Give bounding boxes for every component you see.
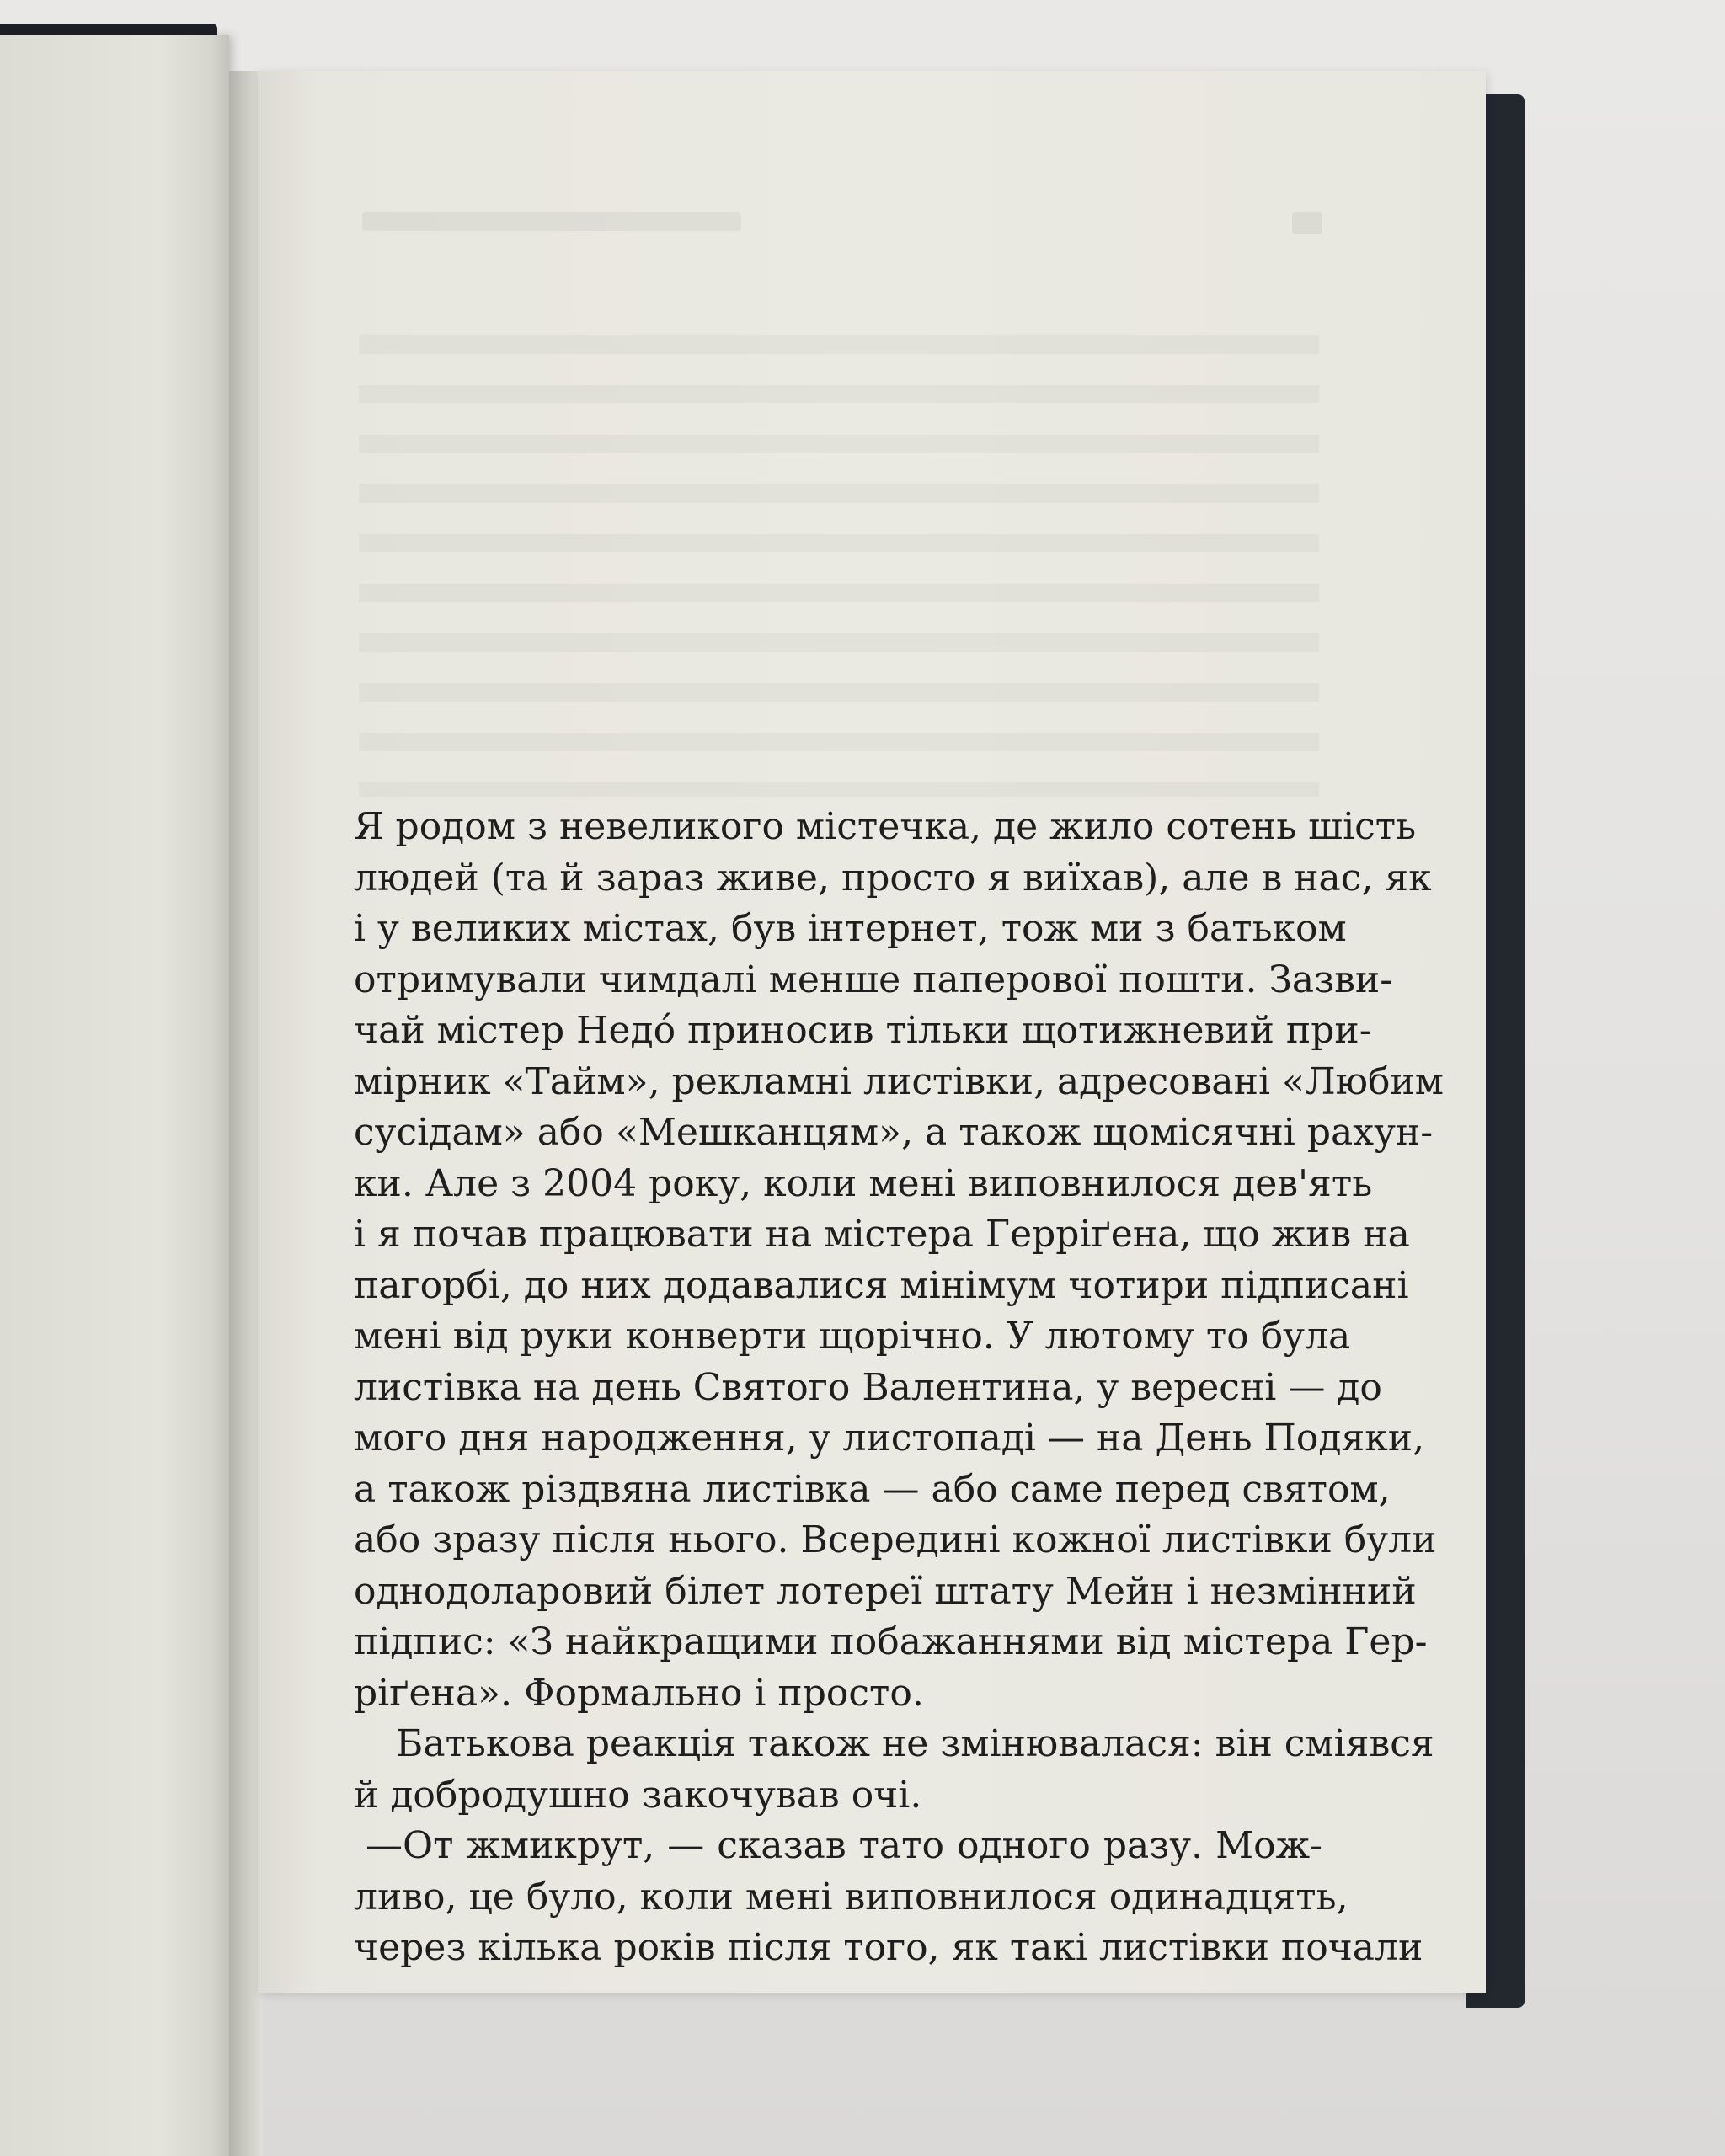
paragraph-2 bbox=[354, 1719, 1434, 1821]
text-line: —От жмикрут, — сказав тато одного разу. Мож- bbox=[366, 1824, 1322, 1867]
text-line: пагорбі, до них додавалися мінімум чотири підписані bbox=[354, 1263, 1409, 1307]
show-through-running-header bbox=[362, 212, 741, 231]
text-line: ки. Але з 2004 року, коли мені виповнилося дев'ять bbox=[354, 1161, 1373, 1205]
text-line: мені від руки конверти щорічно. У лютому то була bbox=[354, 1315, 1351, 1358]
text-line: чай містер Недó приносив тільки щотижневий при- bbox=[354, 1009, 1372, 1052]
text-line: а також різдвяна листівка — або саме перед святом, bbox=[354, 1467, 1391, 1511]
text-line: через кілька років після того, як такі листівки почали bbox=[354, 1926, 1423, 1969]
text-line: ріґена». Формально і просто. bbox=[354, 1671, 924, 1715]
page-body-text bbox=[354, 802, 1444, 1974]
text-line: мого дня народження, у листопаді — на День Подяки, bbox=[354, 1417, 1425, 1460]
show-through-page-number bbox=[1292, 212, 1322, 234]
text-line: отримували чимдалі менше паперової пошти. Зазви- bbox=[354, 958, 1393, 1001]
text-line: листівка на день Святого Валентина, у вересні — до bbox=[354, 1365, 1382, 1409]
text-line: сусідам» або «Мешканцям», а також щомісячні рахун- bbox=[354, 1111, 1434, 1154]
left-page bbox=[0, 35, 229, 2156]
text-line: Батькова реакція також не змінювалася: він сміявся bbox=[396, 1722, 1434, 1765]
paragraph-1 bbox=[354, 802, 1444, 1719]
text-line: підпис: «З найкращими побажаннями від містера Гер- bbox=[354, 1620, 1428, 1663]
text-line: однодоларовий білет лотереї штату Мейн і незмінний bbox=[354, 1569, 1417, 1613]
text-line: ливо, це було, коли мені виповнилося одинадцять, bbox=[354, 1875, 1348, 1919]
show-through-text bbox=[359, 317, 1319, 797]
paragraph-3 bbox=[354, 1821, 1423, 1974]
text-line: і у великих містах, був інтернет, тож ми з батьком bbox=[354, 907, 1347, 950]
text-line: й добродушно закочував очі. bbox=[354, 1773, 922, 1817]
text-line: мірник «Тайм», рекламні листівки, адресовані «Любим bbox=[354, 1059, 1444, 1103]
text-line: або зразу після нього. Всередині кожної листівки були bbox=[354, 1518, 1437, 1561]
text-line: і я почав працювати на містера Герріґена, що жив на bbox=[354, 1213, 1410, 1256]
text-line: людей (та й зараз живе, просто я виїхав), але в нас, як bbox=[354, 856, 1432, 899]
text-line: Я родом з невеликого містечка, де жило сотень шість bbox=[354, 805, 1417, 848]
